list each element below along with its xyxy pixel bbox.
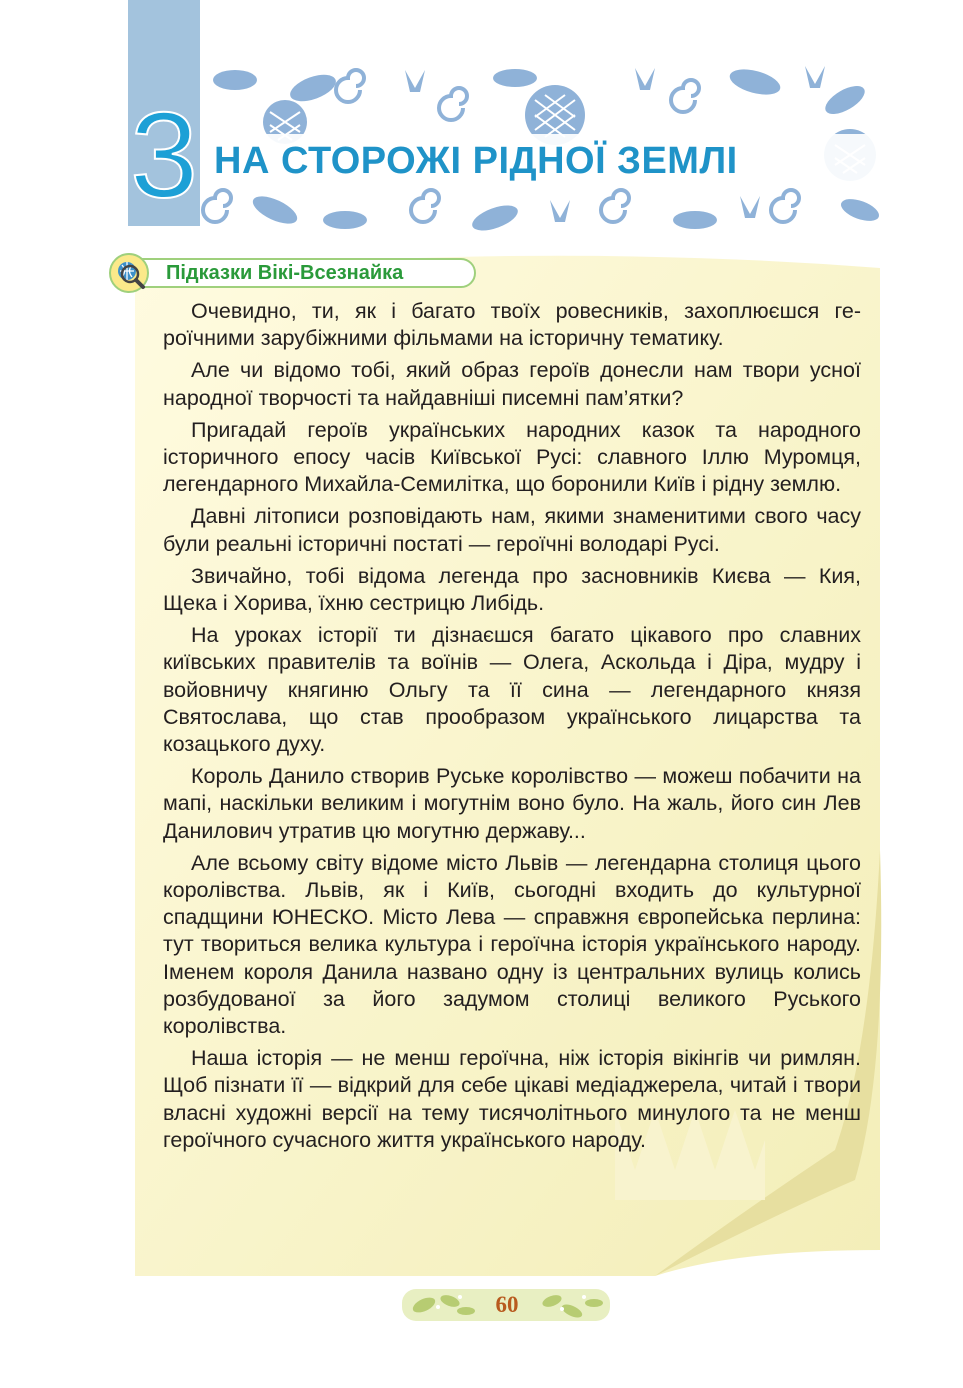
chapter-title: НА СТОРОЖІ РІДНОЇ ЗЕМЛІ <box>214 139 738 182</box>
paragraph: Король Данило створив Руське королівство — можеш побачити на мапі, наскільки великим і могутнім воно було. На жаль, його син Лев Данилович утратив цю могутню державу... <box>163 764 861 843</box>
tips-header <box>108 252 478 294</box>
paragraph: На уроках історії ти дізнаєшся багато цікавого про славних київських правителів та воїнів — Олега, Аскольда і Діра, мудру і войовничу княгиню Ольгу та її сина — легендарного князя Святослава, що став прообразом українського лицарства та козацького духу. <box>163 623 861 757</box>
chapter-title-box <box>214 132 874 190</box>
page-number: 60 <box>495 1292 519 1317</box>
paragraph: Але всьому світу відоме місто Львів — легендарна столиця цього королівства. Львів, як і Київ, сьогодні входить до культурної спадщини ЮНЕСКО. Місто Лева — справжня європейська перлина: тут твориться велика культура і героїчна історія українського народу. Іменем короля Данила названо одну із центральних вулиць колись розбудованої за його задумом столиці великого Руського королівства. <box>163 850 861 1039</box>
chapter-number: 3 <box>130 87 198 223</box>
paragraph: Очевидно, ти, як і багато твоїх ровесників, захоплюєшся героїчними зарубіжними фільмами на історичну тематику. <box>163 299 861 351</box>
text-block <box>163 298 861 1159</box>
paragraph: Пригадай героїв українських народних казок та народного історичного епосу часів Київської Русі: славного Іллю Муромця, легендарного Михайла-Семилітка, що боронили Київ і рідну землю. <box>163 417 861 497</box>
paragraph: Давні літописи розповідають нам, якими знаменитими свого часу були реальні історичні постаті — героїчні володарі Русі. <box>163 504 861 556</box>
globe-magnifier-icon <box>108 252 150 294</box>
paragraph: Наша історія — не менш героїчна, ніж історія вікінгів чи римлян. Щоб пізнати її — відкрий для себе цікаві медіаджерела, читай і твори власні художні версії на тему тисячолітнього минулого та не менш героїчного сучасного життя українського народу. <box>163 1046 861 1152</box>
paragraph: Звичайно, тобі відома легенда про засновників Києва — Кия, Щека і Хорива, їхню сестрицю Либідь. <box>163 563 861 616</box>
tips-label: Підказки Вікі-Всезнайка <box>166 262 404 284</box>
paragraph: Але чи відомо тобі, який образ героїв донесли нам твори усної народної творчості та найдавніші писемні пам’ятки? <box>163 358 861 410</box>
